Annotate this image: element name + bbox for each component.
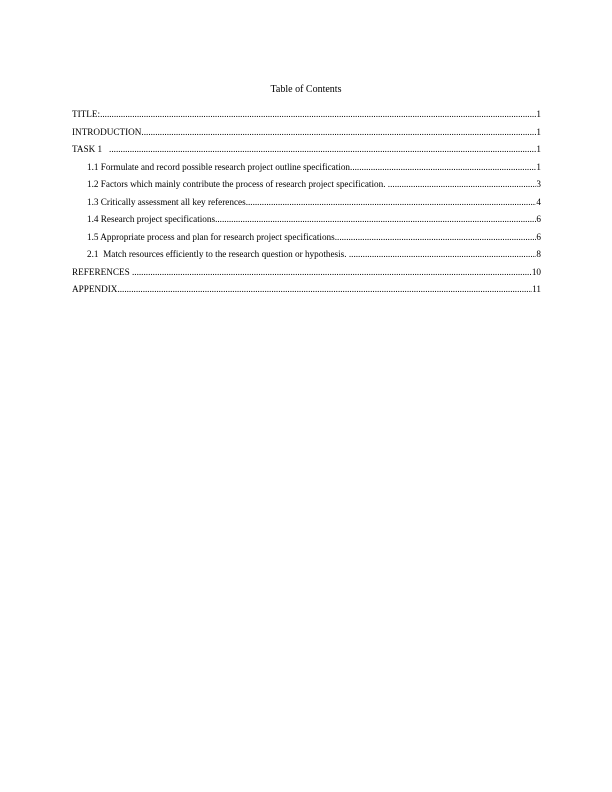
toc-entry-1-4[interactable] — [72, 213, 541, 231]
toc-entry-label: 2.1 Match resources efficiently to the research question or hypothesis. — [87, 249, 349, 259]
toc-entry-1-2[interactable] — [72, 178, 541, 196]
toc-entry-page: 11 — [532, 284, 541, 294]
toc-dot-leader — [349, 248, 537, 260]
toc-entry-page: 6 — [536, 231, 541, 242]
toc-dot-leader — [117, 283, 532, 295]
toc-entry-label: 1.1 Formulate and record possible research project outline specification — [87, 161, 351, 172]
toc-entry-page: 1 — [536, 144, 541, 154]
toc-entry-2-1[interactable] — [72, 248, 541, 266]
toc-dot-leader — [141, 126, 536, 138]
toc-entry-page: 3 — [536, 179, 541, 189]
toc-entry-references[interactable] — [72, 266, 541, 284]
toc-entry-label: 1.2 Factors which mainly contribute the process of research project specification. — [87, 179, 388, 189]
toc-entry-task-1[interactable] — [72, 143, 541, 161]
toc-entry-1-3[interactable] — [72, 196, 541, 214]
toc-entry-page: 8 — [536, 249, 541, 259]
toc-dot-leader — [109, 143, 536, 155]
toc-list — [72, 108, 541, 301]
toc-dot-leader — [246, 196, 537, 208]
toc-entry-label: 1.4 Research project specifications — [87, 214, 216, 224]
toc-heading: Table of Contents — [270, 84, 342, 95]
toc-entry-label: REFERENCES — [72, 266, 132, 277]
toc-entry-appendix[interactable] — [72, 283, 541, 301]
toc-entry-label: APPENDIX — [72, 284, 118, 294]
toc-entry-label: TASK 1 — [72, 144, 110, 154]
toc-dot-leader — [388, 178, 537, 190]
toc-entry-page: 1 — [536, 109, 541, 119]
toc-entry-label: 1.3 Critically assessment all key references — [87, 196, 246, 207]
toc-entry-title[interactable] — [72, 108, 541, 126]
toc-entry-page: 1 — [536, 161, 541, 172]
toc-entry-introduction[interactable] — [72, 126, 541, 144]
toc-dot-leader — [215, 213, 536, 225]
toc-dot-leader — [132, 266, 532, 278]
toc-entry-1-1[interactable] — [72, 161, 541, 179]
toc-entry-1-5[interactable] — [72, 231, 541, 249]
toc-entry-page: 10 — [531, 266, 541, 277]
toc-entry-page: 6 — [536, 214, 541, 224]
toc-dot-leader — [335, 231, 537, 243]
toc-entry-label: 1.5 Appropriate process and plan for research project specifications — [87, 231, 335, 242]
toc-dot-leader — [100, 108, 536, 120]
toc-entry-page: 4 — [536, 196, 541, 207]
toc-entry-label: TITLE: — [72, 109, 101, 119]
toc-dot-leader — [350, 161, 536, 173]
toc-entry-label: INTRODUCTION — [72, 126, 142, 137]
toc-entry-page: 1 — [536, 126, 541, 137]
